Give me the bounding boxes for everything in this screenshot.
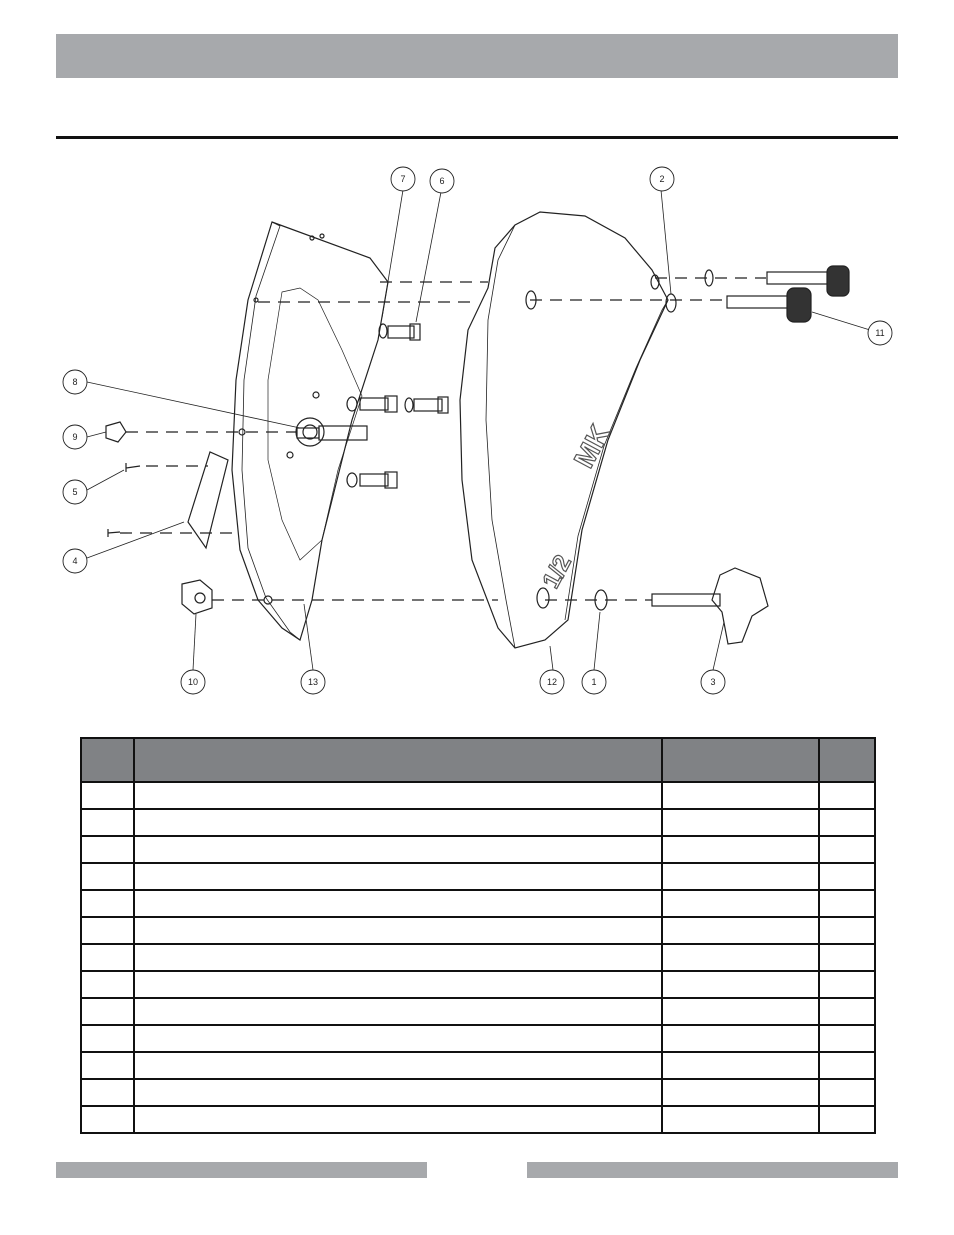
table-cell bbox=[819, 1052, 875, 1079]
table-cell bbox=[819, 1079, 875, 1106]
back-plate bbox=[232, 222, 388, 640]
callout-2: 2 bbox=[659, 174, 665, 184]
cover-model-text: 1/2 bbox=[537, 550, 577, 593]
table-cell bbox=[81, 1079, 134, 1106]
col-description-header bbox=[134, 738, 662, 782]
parts-table bbox=[80, 737, 876, 1134]
table-cell bbox=[819, 836, 875, 863]
callout-3: 3 bbox=[710, 677, 716, 687]
table-cell bbox=[81, 944, 134, 971]
table-row bbox=[81, 971, 875, 998]
table-row bbox=[81, 890, 875, 917]
table-cell bbox=[662, 944, 819, 971]
table-header-row bbox=[81, 738, 875, 782]
footer-band-left bbox=[56, 1162, 427, 1178]
table-cell bbox=[662, 1025, 819, 1052]
table-cell bbox=[662, 1052, 819, 1079]
callout-9: 9 bbox=[72, 432, 78, 442]
callout-13: 13 bbox=[307, 677, 319, 687]
table-cell bbox=[134, 998, 662, 1025]
table-cell bbox=[662, 971, 819, 998]
table-cell bbox=[819, 917, 875, 944]
table-row bbox=[81, 1052, 875, 1079]
table-row bbox=[81, 1079, 875, 1106]
table-row bbox=[81, 782, 875, 809]
table-cell bbox=[819, 998, 875, 1025]
exploded-parts-diagram bbox=[40, 150, 914, 710]
table-cell bbox=[819, 809, 875, 836]
callout-11: 11 bbox=[875, 328, 885, 338]
table-cell bbox=[81, 1025, 134, 1052]
col-part-number-header bbox=[662, 738, 819, 782]
table-cell bbox=[819, 1025, 875, 1052]
table-cell bbox=[81, 971, 134, 998]
callout-6: 6 bbox=[439, 176, 445, 186]
table-cell bbox=[81, 1052, 134, 1079]
table-cell bbox=[81, 890, 134, 917]
table-cell bbox=[134, 971, 662, 998]
table-cell bbox=[819, 1106, 875, 1133]
table-cell bbox=[662, 782, 819, 809]
table-cell bbox=[134, 917, 662, 944]
table-cell bbox=[662, 809, 819, 836]
table-cell bbox=[662, 998, 819, 1025]
table-cell bbox=[819, 863, 875, 890]
table-cell bbox=[819, 944, 875, 971]
table-cell bbox=[134, 863, 662, 890]
table-cell bbox=[81, 917, 134, 944]
back-plate-edge bbox=[242, 222, 300, 640]
table-cell bbox=[134, 944, 662, 971]
col-qty-header bbox=[819, 738, 875, 782]
table-cell bbox=[134, 1079, 662, 1106]
table-row bbox=[81, 944, 875, 971]
table-cell bbox=[662, 917, 819, 944]
table-cell bbox=[819, 971, 875, 998]
header-rule bbox=[56, 136, 898, 139]
table-row bbox=[81, 1025, 875, 1052]
table-cell bbox=[134, 890, 662, 917]
table-row bbox=[81, 1106, 875, 1133]
callout-4: 4 bbox=[72, 556, 78, 566]
table-cell bbox=[662, 863, 819, 890]
table-cell bbox=[134, 809, 662, 836]
table-cell bbox=[134, 1025, 662, 1052]
table-cell bbox=[81, 1106, 134, 1133]
front-cover-rim bbox=[486, 225, 515, 648]
callout-8: 8 bbox=[72, 377, 78, 387]
footer-band-right bbox=[527, 1162, 898, 1178]
callout-5: 5 bbox=[72, 487, 78, 497]
table-cell bbox=[134, 1106, 662, 1133]
table-cell bbox=[819, 890, 875, 917]
table-body bbox=[81, 782, 875, 1133]
table-cell bbox=[819, 782, 875, 809]
col-item-header bbox=[81, 738, 134, 782]
table-row bbox=[81, 917, 875, 944]
table-cell bbox=[662, 890, 819, 917]
header-band bbox=[56, 34, 898, 78]
table-cell bbox=[81, 782, 134, 809]
square-nut bbox=[182, 580, 212, 614]
hub bbox=[296, 418, 324, 446]
table-cell bbox=[81, 836, 134, 863]
table-row bbox=[81, 809, 875, 836]
callout-7: 7 bbox=[400, 174, 406, 184]
hub-inner bbox=[303, 425, 317, 439]
table-cell bbox=[81, 998, 134, 1025]
table-cell bbox=[662, 1079, 819, 1106]
table-cell bbox=[81, 809, 134, 836]
table-row bbox=[81, 863, 875, 890]
table-cell bbox=[662, 1106, 819, 1133]
table-cell bbox=[81, 863, 134, 890]
table-cell bbox=[662, 836, 819, 863]
table-cell bbox=[134, 782, 662, 809]
table-cell bbox=[134, 1052, 662, 1079]
table-row bbox=[81, 836, 875, 863]
table-cell bbox=[134, 836, 662, 863]
callout-12: 12 bbox=[546, 677, 558, 687]
table-row bbox=[81, 998, 875, 1025]
cover-logo: MK bbox=[567, 419, 616, 473]
callout-10: 10 bbox=[187, 677, 199, 687]
callout-1: 1 bbox=[591, 677, 597, 687]
